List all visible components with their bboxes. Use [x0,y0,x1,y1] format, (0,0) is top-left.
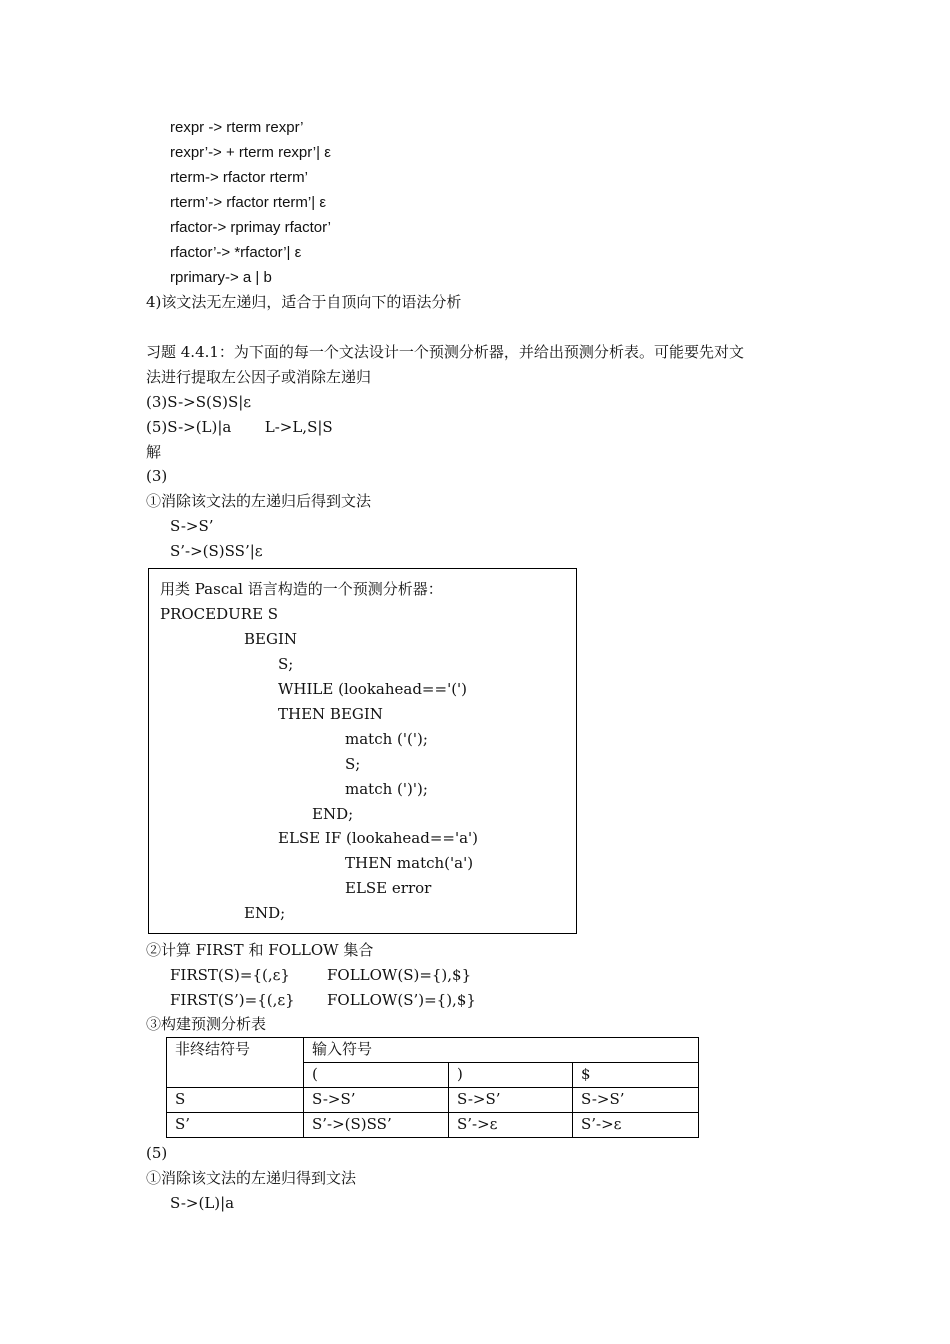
production-cell: S->S’ [304,1088,449,1113]
table-row [167,1088,699,1113]
code-line: S; [278,655,294,673]
code-box [148,568,577,934]
input-header: 输入符号 [304,1038,699,1063]
code-line: WHILE (lookahead=='(') [278,680,468,698]
step-1-heading: ①消除该文法的左递归后得到文法 [146,492,372,510]
exercise-title: 习题 4.4.1：为下面的每一个文法设计一个预测分析器，并给出预测分析表。可能要先对文 [146,343,744,361]
code-line: ELSE IF (lookahead=='a') [278,829,479,847]
first-set-s-prime: FIRST(S’)={(,ε} [170,991,295,1009]
follow-set-s-prime: FOLLOW(S’)={),$} [327,991,476,1009]
symbol-cell: ( [304,1063,449,1088]
production-cell: S’->ε [573,1113,699,1138]
nonterminal-cell: S’ [167,1113,304,1138]
first-set-s: FIRST(S)={(,ε} [170,966,290,984]
code-line: match (')'); [345,780,428,798]
grammar-line: rfactor-> rprimay rfactor’ [170,219,332,236]
code-line: THEN BEGIN [278,705,383,723]
symbol-cell: ) [449,1063,573,1088]
grammar-3-rewritten-a: S->S’ [170,517,214,535]
grammar-5-rewritten: S->(L)|a [170,1194,235,1212]
code-line: match ('('); [345,730,428,748]
production-cell: S’->(S)SS’ [304,1113,449,1138]
grammar-5: (5)S->(L)|a L->L,S|S [146,418,333,436]
symbol-cell: $ [573,1063,699,1088]
code-line: BEGIN [244,630,298,648]
grammar-line: rterm’-> rfactor rterm’| ε [170,194,327,211]
code-line: END; [312,805,354,823]
step-5-heading: ①消除该文法的左递归得到文法 [146,1169,357,1187]
grammar-line: rfactor’-> *rfactor’| ε [170,244,302,261]
code-caption: 用类 Pascal 语言构造的一个预测分析器： [160,580,443,598]
code-line: THEN match('a') [345,854,474,872]
grammar-line: rexpr -> rterm rexpr’ [170,119,304,136]
grammar-3-rewritten-b: S’->(S)SS’|ε [170,542,263,560]
grammar-3: (3)S->S(S)S|ε [146,393,252,411]
grammar-line: rprimary-> a | b [170,269,272,286]
code-line: PROCEDURE S [160,605,279,623]
production-cell: S’->ε [449,1113,573,1138]
nonterminal-cell: S [167,1088,304,1113]
exercise-title-cont: 法进行提取左公因子或消除左递归 [146,368,372,386]
follow-set-s: FOLLOW(S)={),$} [327,966,472,984]
step-3-heading: ③构建预测分析表 [146,1015,267,1033]
production-cell: S->S’ [573,1088,699,1113]
parsing-table [166,1037,699,1138]
nonterminal-header: 非终结符号 [167,1038,304,1088]
solution-label: 解 [146,443,162,461]
code-line: END; [244,904,286,922]
grammar-line: rterm-> rfactor rterm’ [170,169,308,186]
table-row [167,1113,699,1138]
grammar-line: rexpr’-> + rterm rexpr’| ε [170,144,331,161]
production-cell: S->S’ [449,1088,573,1113]
step-2-heading: ②计算 FIRST 和 FOLLOW 集合 [146,941,374,959]
table-row [167,1038,699,1063]
part-3-label: (3) [146,467,168,485]
part-5-label: (5) [146,1144,168,1162]
conclusion-text: 4)该文法无左递归，适合于自顶向下的语法分析 [146,293,462,311]
code-line: S; [345,755,361,773]
code-line: ELSE error [345,879,432,897]
